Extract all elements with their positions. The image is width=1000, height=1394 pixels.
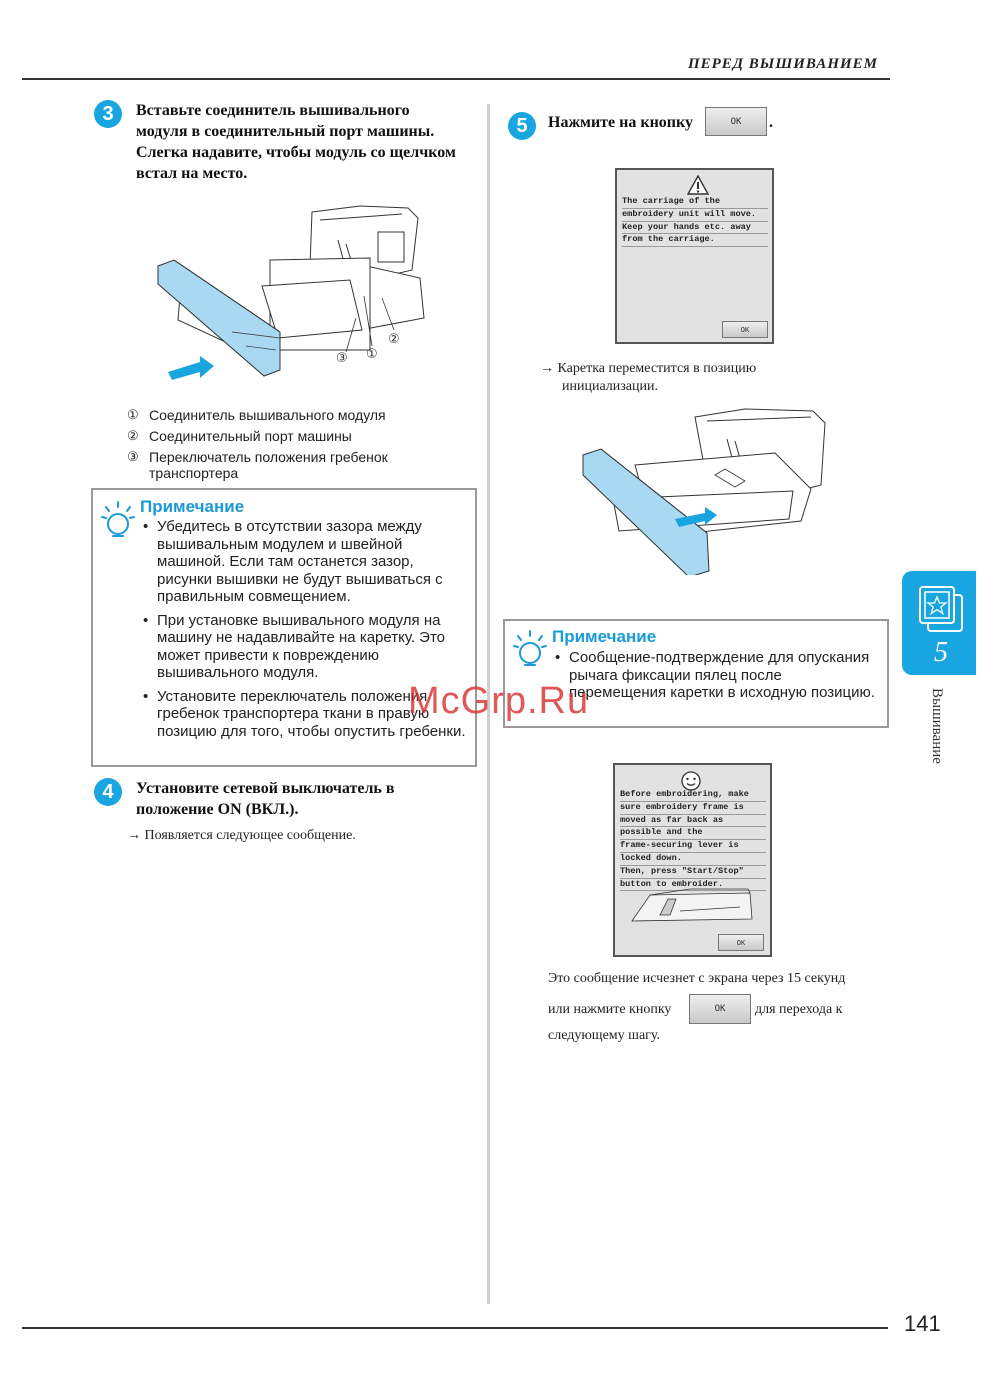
lcd-1-line: The carriage of the (622, 196, 768, 209)
lcd-2-line: possible and the (620, 827, 766, 840)
note-box-1 (91, 488, 477, 767)
ok-button-inline[interactable]: OK (689, 994, 751, 1024)
closing-line-2-end: для перехода к (755, 1002, 843, 1017)
frame-lever-illustration (630, 885, 755, 925)
embroidery-hoop-icon (916, 583, 968, 637)
lcd-2-line: Then, press "Start/Stop" (620, 866, 766, 879)
closing-line-2-start: или нажмите кнопку (548, 1002, 672, 1017)
callout-2: ② (388, 332, 400, 347)
arrow-right-icon: → (540, 361, 558, 376)
lightbulb-icon (101, 500, 135, 540)
step-5-result (540, 360, 840, 396)
step-5-badge: 5 (508, 112, 536, 140)
ok-button[interactable]: OK (705, 107, 767, 136)
lcd-2-line: button to embroider. (620, 879, 766, 892)
legend-text: Соединительный порт машины (149, 428, 352, 444)
legend-text: Соединитель вышивального модуля (149, 407, 386, 423)
step-5-result-line-2: инициализации. (562, 379, 658, 394)
note-1-item: • Убедитесь в отсутствии зазора между вышивальным модулем и швейной машиной. Если там останется зазор, рисунки вышивки не будут вышиваться с правильным совмещением. (143, 518, 471, 606)
lcd-1-ok-button[interactable]: OK (722, 321, 768, 338)
legend-item (127, 407, 457, 423)
footer-rule (22, 1327, 888, 1329)
note-1-title: Примечание (140, 497, 245, 516)
legend-number: ① (127, 407, 139, 422)
warning-icon (687, 175, 709, 195)
lcd-screen-carriage-warning (615, 168, 774, 344)
watermark: McGrp.Ru (408, 680, 590, 722)
lcd-1-line: embroidery unit will move. (622, 209, 768, 222)
legend-number: ③ (127, 449, 139, 464)
step-4-line-1: Установите сетевой выключатель в (136, 780, 395, 797)
legend-item (127, 449, 457, 481)
note-1-item: • При установке вышивального модуля на машину не надавливайте на каретку. Это может привести к повреждению вышивального модуля. (143, 612, 471, 682)
chapter-number: 5 (934, 637, 948, 668)
lightbulb-icon (513, 629, 547, 669)
step-5-result-text: Каретка переместится в позицию (557, 361, 757, 376)
lcd-2-message (620, 789, 766, 891)
callout-3: ③ (336, 351, 348, 366)
closing-line-3: следующему шагу. (548, 1028, 660, 1043)
closing-line-1: Это сообщение исчезнет с экрана через 15 секунд (548, 971, 846, 986)
module-attach-illustration (150, 200, 430, 390)
lcd-2-line: locked down. (620, 853, 766, 866)
step-3-instruction (136, 100, 486, 184)
lcd-2-line: Before embroidering, make (620, 789, 766, 802)
step-3-line-3: Слегка надавите, чтобы модуль со щелчком (136, 144, 456, 161)
legend-number: ② (127, 428, 139, 443)
step-3-legend (127, 407, 457, 486)
lcd-1-message (622, 196, 768, 247)
step-4-line-2: положение ON (ВКЛ.). (136, 801, 299, 818)
running-header: ПЕРЕД ВЫШИВАНИЕМ (687, 56, 878, 72)
step-5-result-line-1 (540, 360, 840, 378)
chapter-tab (902, 571, 976, 675)
step-3-badge: 3 (94, 100, 122, 128)
carriage-move-illustration (575, 405, 835, 575)
chapter-label: Вышивание (929, 688, 945, 764)
lcd-2-ok-button[interactable]: OK (718, 934, 764, 951)
note-1-item: • Установите переключатель положения гребенок транспортера ткани в правую позицию для того, чтобы опустить гребенки. (143, 688, 471, 741)
note-2-list (555, 649, 883, 708)
lcd-screen-before-embroidering (613, 763, 772, 957)
step-5-instruction: Нажмите на кнопку (548, 114, 693, 131)
note-2-title: Примечание (552, 627, 657, 646)
note-2-item: • Сообщение-подтверждение для опускания рычага фиксации пялец после перемещения каретки в исходную позицию. (555, 649, 883, 702)
step-5-period: . (769, 114, 773, 131)
legend-text: Переключатель положения гребенок транспортера (149, 449, 388, 481)
step-4-result (127, 827, 356, 845)
step-4-badge: 4 (94, 778, 122, 806)
arrow-right-icon: → (127, 828, 145, 843)
lcd-2-line: frame-securing lever is (620, 840, 766, 853)
step-3-line-2: модуля в соединительный порт машины. (136, 123, 435, 140)
step-3-line-1: Вставьте соединитель вышивального (136, 102, 410, 119)
step-4-result-text: Появляется следующее сообщение. (144, 828, 356, 843)
lcd-1-line: from the carriage. (622, 234, 768, 247)
step-3-line-4: встал на место. (136, 165, 248, 182)
callout-1: ① (366, 347, 378, 362)
header-rule (22, 78, 890, 80)
lcd-2-line: moved as far back as (620, 815, 766, 828)
step-4-instruction (136, 778, 476, 820)
page-number: 141 (904, 1311, 941, 1336)
lcd-2-line: sure embroidery frame is (620, 802, 766, 815)
legend-item (127, 428, 457, 444)
lcd-1-line: Keep your hands etc. away (622, 222, 768, 235)
